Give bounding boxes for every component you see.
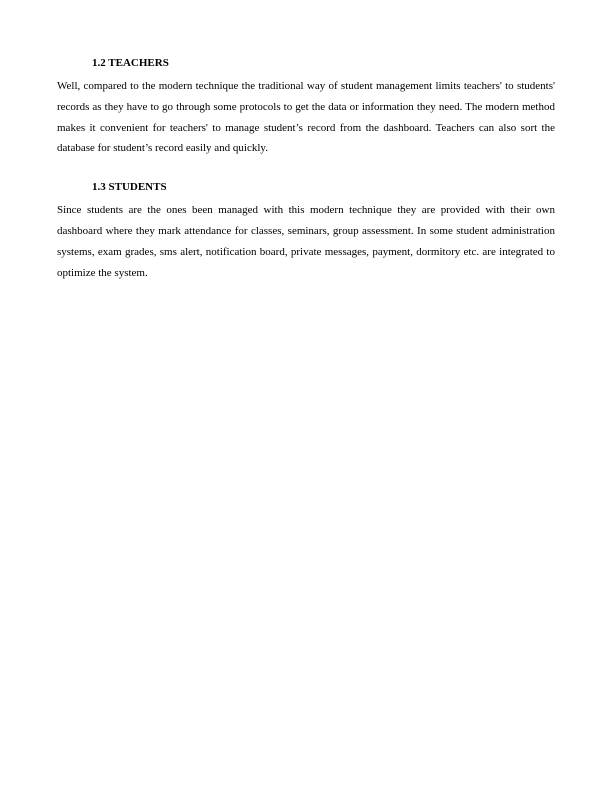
- section-body: Well, compared to the modern technique the traditional way of student management limits teachers' to students' records as they have to go through some protocols to get the data or information they need. The modern method makes it convenient for teachers' to manage student’s record from the dashboard. Teachers can also sort the database for student’s record easily and quickly.: [57, 80, 555, 155]
- section-students: [57, 180, 555, 283]
- document-content: [57, 56, 555, 283]
- section-body: Since students are the ones been managed with this modern technique they are provided with their own dashboard where they mark attendance for classes, seminars, group assessment. In some student administration systems, exam grades, sms alert, notification board, private messages, payment, dormitory etc. are integrated to optimize the system.: [57, 204, 555, 279]
- section-heading: 1.3 STUDENTS: [92, 181, 167, 194]
- section-teachers: [57, 56, 555, 159]
- section-heading: 1.2 TEACHERS: [92, 57, 169, 69]
